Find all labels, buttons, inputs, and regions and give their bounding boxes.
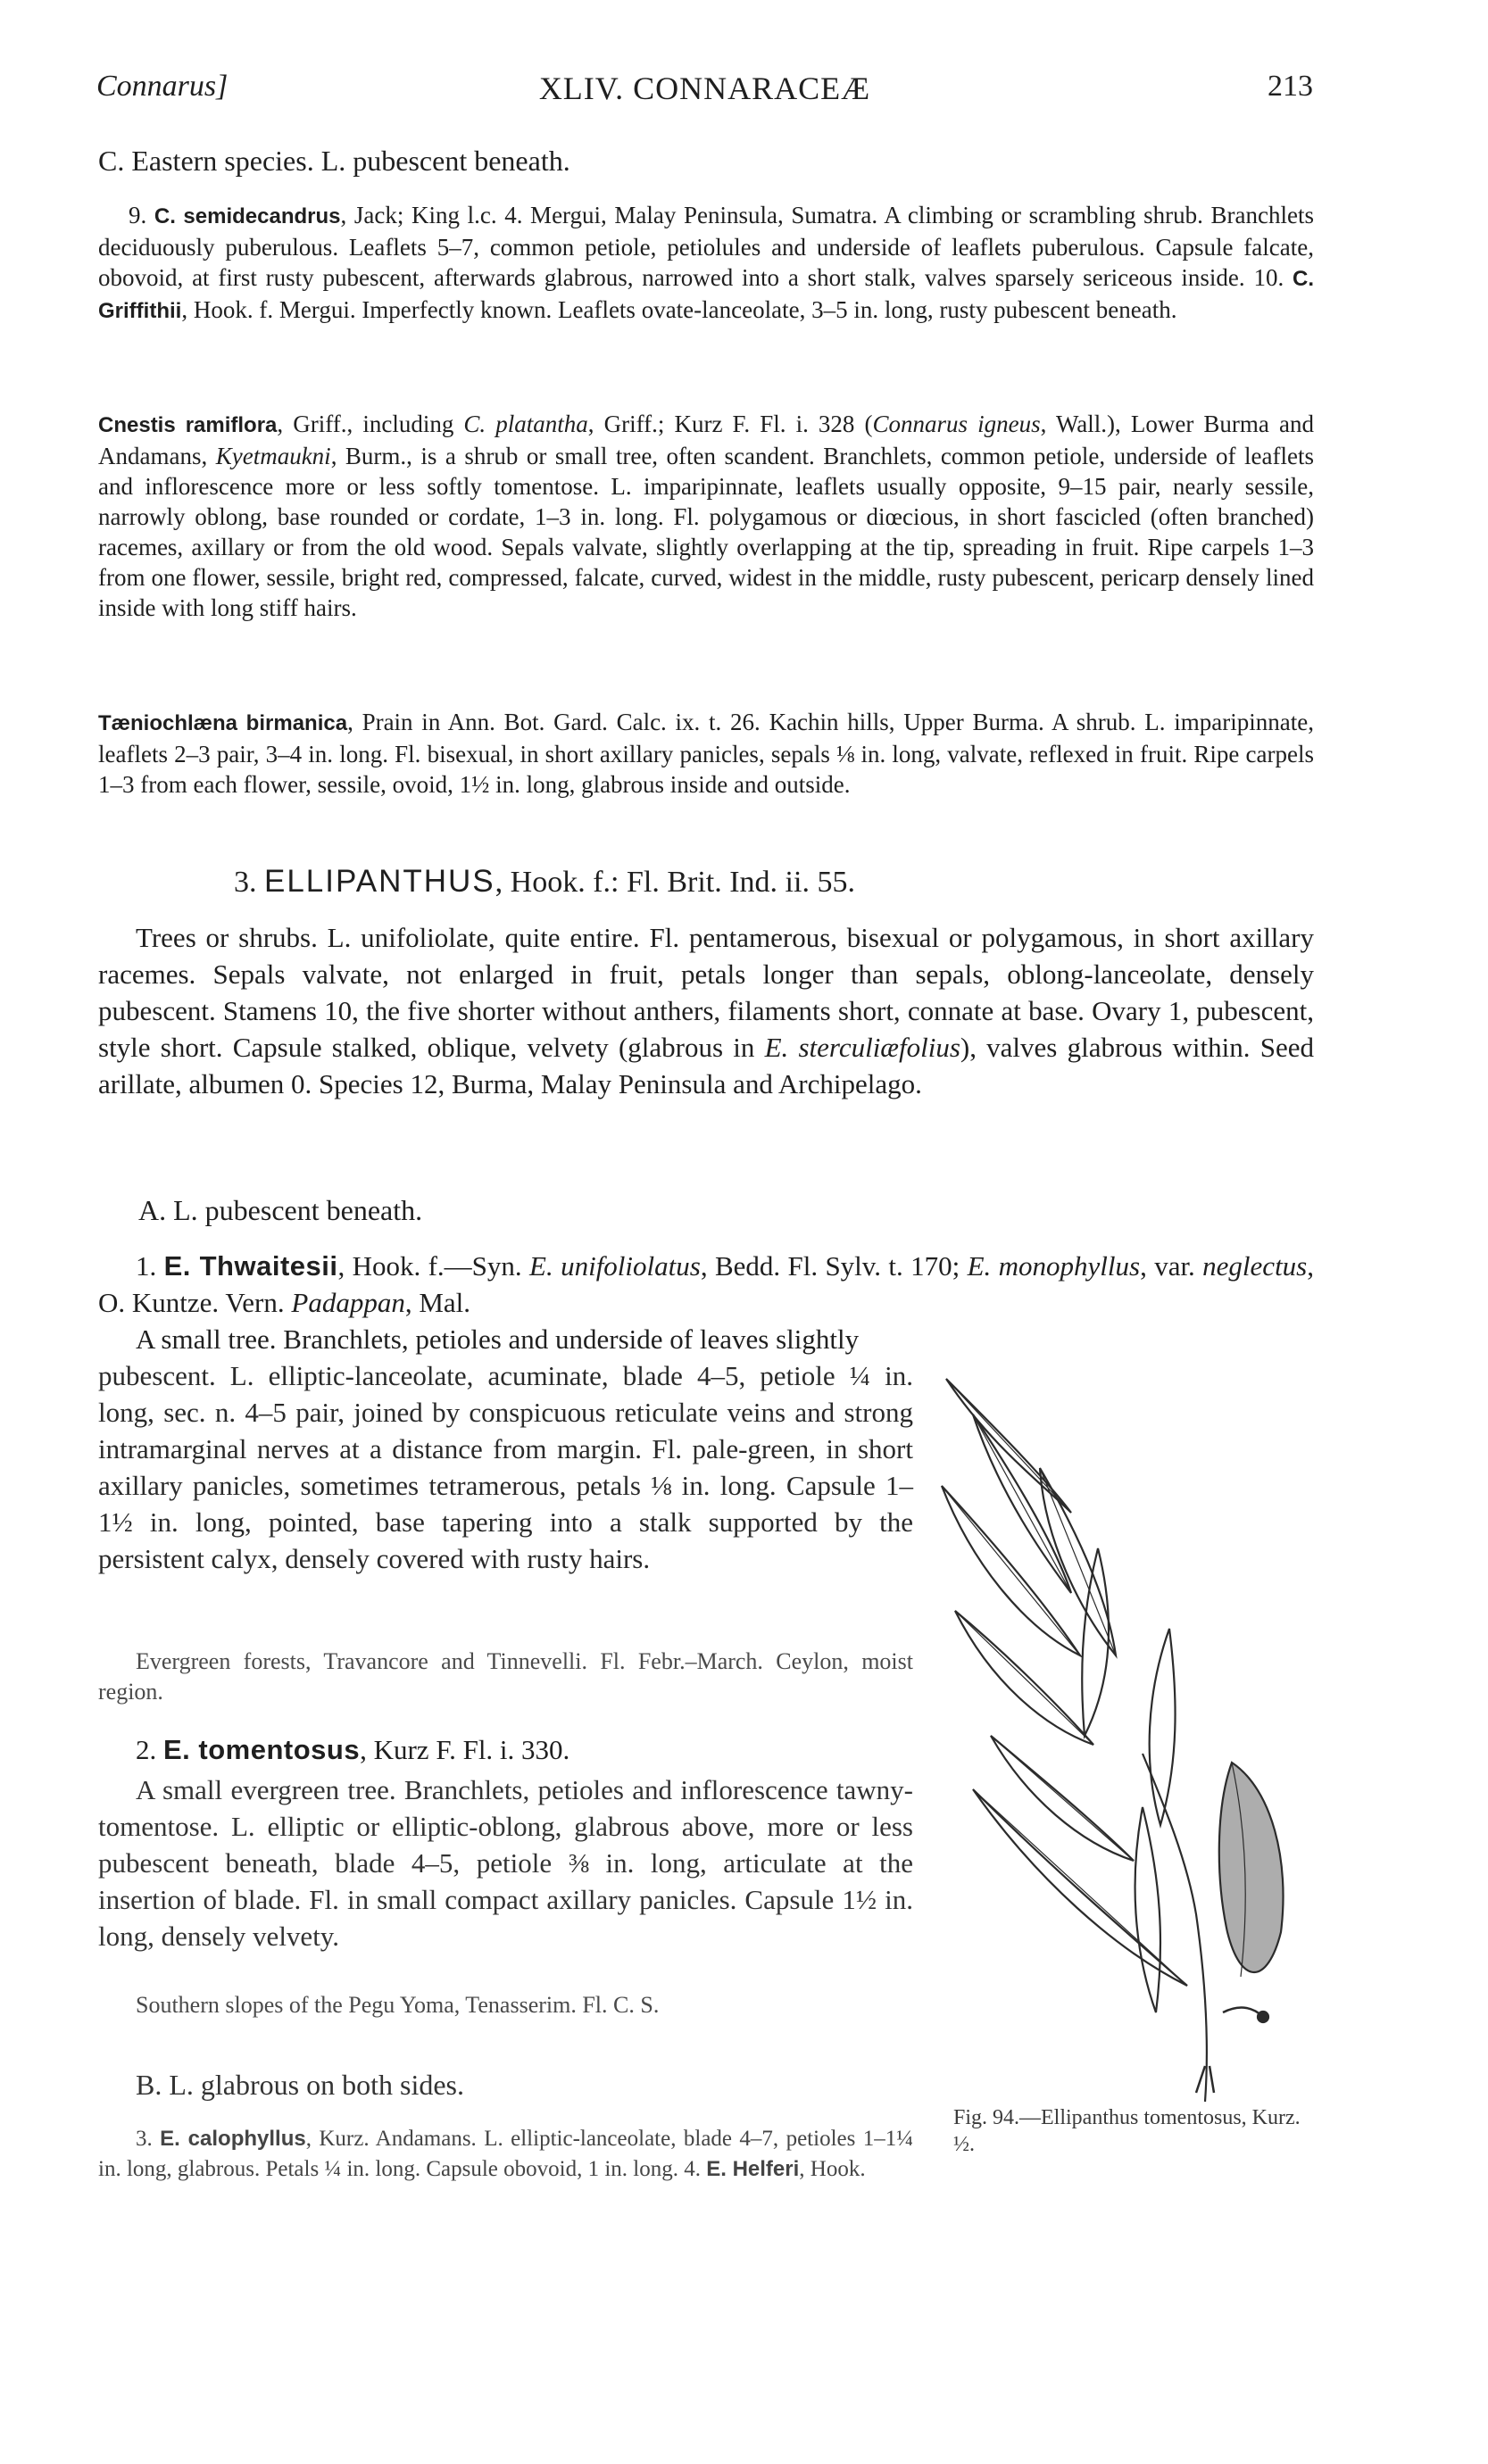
species-name: Tæniochlæna birmanica [98, 711, 348, 735]
tomentosus-habitat: Southern slopes of the Pegu Yoma, Tenasserim. Fl. C. S. [136, 1992, 660, 2018]
entry-connarus-semidecandrus: 9. C. semidecandrus, Jack; King l.c. 4. Mergui, Malay Peninsula, Sumatra. A climbing or scrambling shrub. Branchlets deciduously puberulous. Leaflets 5–7, common petiole, petiolules and underside of leaflets puberulous. Capsule falcate, obovoid, at first rusty pubescent, afterwards glabrous, narrowed into a short stalk, valves sparsely sericeous inside. 10. C. Griffithii, Hook. f. Mergui. Imperfectly known. Leaflets ovate-lanceolate, 3–5 in. long, rusty pubescent beneath. [98, 202, 1315, 323]
ellipanthus-branch-illustration-icon [937, 1361, 1294, 2128]
species-tomentosus-heading: 2. E. tomentosus, Kurz F. Fl. i. 330. [136, 1734, 570, 1765]
entry-taeniochlaena-birmanica: Tæniochlæna birmanica, Prain in Ann. Bot. Gard. Calc. ix. t. 26. Kachin hills, Upper Burma. A shrub. L. imparipinnate, leaflets 2–3 pair, 3–4 in. long. Fl. bisexual, in short axillary panicles, sepals ⅛ in. long, valvate, reflexed in fruit. Ripe carpels 1–3 from each flower, sessile, ovoid, 1½ in. long, glabrous inside and outside. [98, 709, 1314, 798]
running-head-genus: Connarus] [96, 70, 229, 103]
section-b-entries: 3. E. calophyllus, Kurz. Andamans. L. elliptic-lanceolate, blade 4–7, petioles 1–1¼ in. long, glabrous. Petals ¼ in. long. Capsule obovoid, 1 in. long. 4. E. Helferi, Hook. [98, 2127, 913, 2181]
figure-caption: Fig. 94.—Ellipanthus tomentosus, Kurz. ½. [953, 2106, 1301, 2156]
tomentosus-description: A small evergreen tree. Branchlets, petioles and inflorescence tawny-tomentose. L. elliptic or elliptic-oblong, glabrous above, more or less pubescent beneath, blade 4–5, petiole ⅜ in. long, articulate at the insertion of blade. Fl. in small compact axillary panicles. Capsule 1½ in. long, densely velvety. [98, 1774, 913, 1952]
page-number: 213 [1268, 70, 1313, 103]
thwaitesii-description: pubescent. L. elliptic-lanceolate, acuminate, blade 4–5, petiole ¼ in. long, sec. n. 4–5 pair, joined by conspicuous reticulate veins and strong intramarginal nerves at a distance from margin. Fl. pale-green, in short axillary panicles, sometimes tetramerous, petals ⅛ in. long. Capsule 1–1½ in. long, pointed, base tapering into a stalk supported by the persistent calyx, densely covered with rusty hairs. [98, 1360, 913, 1574]
section-a-heading: A. L. pubescent beneath. [138, 1194, 423, 1226]
genus-heading: 3. ELLIPANTHUS, Hook. f.: Fl. Brit. Ind. ii. 55. [234, 864, 855, 899]
running-head-family: XLIV. CONNARACEÆ [538, 71, 871, 106]
genus-description: Trees or shrubs. L. unifoliolate, quite entire. Fl. pentamerous, bisexual or polygamous, in short axillary racemes. Sepals valvate, not enlarged in fruit, petals longer than sepals, oblong-lanceolate, densely pubescent. Stamens 10, the five shorter without anthers, filaments short, connate at base. Ovary 1, pubescent, style short. Capsule stalked, oblique, velvety (glabrous in E. sterculiæfolius), valves glabrous within. Seed arillate, albumen 0. Species 12, Burma, Malay Peninsula and Archipelago. [98, 922, 1314, 1099]
thwaitesii-habitat: Evergreen forests, Travancore and Tinnevelli. Fl. Febr.–March. Ceylon, moist region. [98, 1648, 913, 1705]
section-b-heading: B. L. glabrous on both sides. [136, 2069, 464, 2101]
running-head [96, 70, 1313, 114]
species-name: C. semidecandrus [154, 204, 341, 228]
species-name: Cnestis ramiflora [98, 413, 278, 437]
section-c-heading: C. Eastern species. L. pubescent beneath. [98, 145, 570, 177]
species-thwaitesii-heading: 1. E. Thwaitesii, Hook. f.—Syn. E. unifoliolatus, Bedd. Fl. Sylv. t. 170; E. monophyllus, var. neglectus, O. Kuntze. Vern. Padappan, Mal. [98, 1250, 1314, 1318]
entry-cnestis-ramiflora: Cnestis ramiflora, Griff., including C. platantha, Griff.; Kurz F. Fl. i. 328 (Connarus igneus, Wall.), Lower Burma and Andamans, Kyetmaukni, Burm., is a shrub or small tree, often scandent. Branchlets, common petiole, underside of leaflets and inflorescence more or less softly tomentose. L. imparipinnate, leaflets usually opposite, 9–15 pair, nearly sessile, narrowly oblong, base rounded or cordate, 1–3 in. long. Fl. polygamous or diœcious, in short fascicled (often branched) racemes, axillary or from the old wood. Sepals valvate, slightly overlapping at the tip, spreading in fruit. Ripe carpels 1–3 from one flower, sessile, bright red, compressed, falcate, curved, widest in the middle, rusty pubescent, pericarp densely lined inside with long stiff hairs. [98, 411, 1314, 621]
species-name: C. Griffithii [98, 267, 1314, 323]
thwaitesii-description-line1: A small tree. Branchlets, petioles and underside of leaves slightly [136, 1323, 860, 1355]
